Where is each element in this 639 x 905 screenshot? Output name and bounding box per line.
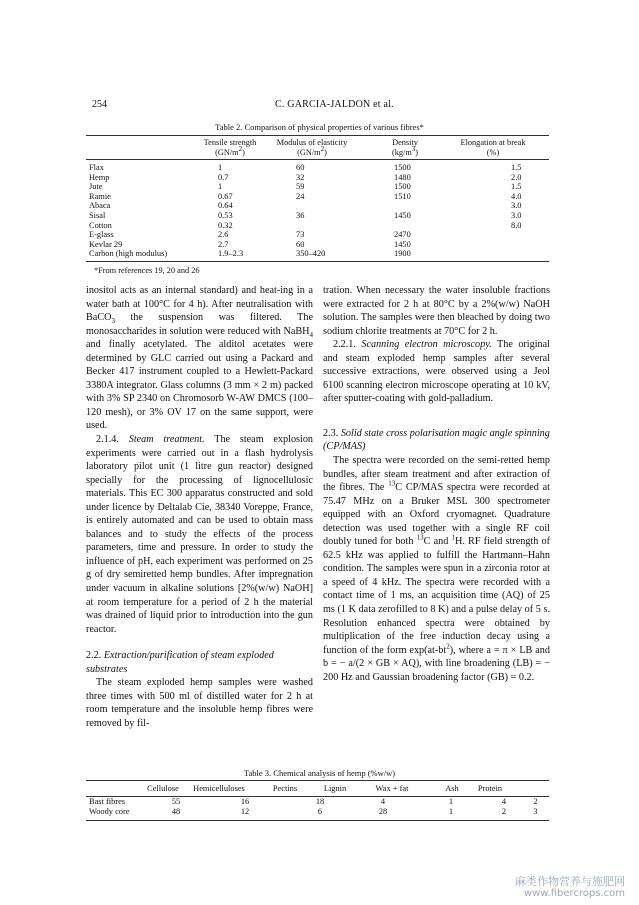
table3-cell: 3 <box>533 806 538 816</box>
table2-caption: Table 2. Comparison of physical properties of various fibres* <box>215 122 424 132</box>
table3-cell: 28 <box>378 806 388 816</box>
section-2-2-1-text: The original and steam exploded hemp samples after several successive extractions, were observed using a Jeol 6100 scanning electron microscope operating at 10 kV, after sputter-coating with gold-palladium. <box>323 339 551 405</box>
table2-cell: 1500 <box>394 163 411 172</box>
table2-cell: 2470 <box>394 230 411 240</box>
table3-cell: 6 <box>317 806 323 816</box>
table2-cell: 24 <box>296 191 305 201</box>
table2-row <box>86 211 549 221</box>
table2 <box>86 163 549 259</box>
section-2-2-1-title: Scanning electron microscopy. <box>361 339 492 351</box>
section-2-3-heading <box>323 427 550 454</box>
section-2-2-title: Extraction/purification of steam exploded substrates <box>86 650 274 675</box>
table2-row-label: Ramie <box>89 191 111 201</box>
table3-header-cell: Protein <box>477 784 503 793</box>
table3-header-cell: Lignin <box>323 784 347 793</box>
table2-cell: 3.0 <box>511 210 522 220</box>
table2-cell: 1.5 <box>511 182 522 192</box>
table2-cell: 36 <box>296 210 305 220</box>
table2-cell: 1 <box>218 163 223 172</box>
table2-cell: 60 <box>296 239 305 249</box>
table3-row <box>86 797 549 807</box>
table3-header-cell: Hemicelluloses <box>193 784 245 793</box>
table2-row-label: E-glass <box>89 230 114 240</box>
table2-row-label: Carbon (high modulus) <box>89 249 168 259</box>
table2-cell: 1450 <box>394 239 411 249</box>
section-2-2-heading <box>86 649 313 676</box>
table3-cell: 55 <box>171 797 181 806</box>
table2-row-label: Flax <box>89 163 104 172</box>
table3-cell: 12 <box>240 806 250 816</box>
table3-header-cell: Wax + fat <box>375 784 409 793</box>
table2-row-label: Sisal <box>89 210 106 220</box>
table2-row <box>86 249 549 259</box>
table2-header-rule <box>86 159 549 160</box>
section-2-2-text: The steam exploded hemp samples were washed three times with 500 ml of distilled water for 2 h at room temperature and the insoluble hemp fibres were removed by fil- <box>86 677 313 729</box>
section-2-1-4-title: Steam treatment. <box>128 434 205 446</box>
table2-cell: 2.7 <box>218 239 229 249</box>
table2-cell: 8.0 <box>511 220 522 230</box>
table2-row <box>86 173 549 183</box>
table3-cell: 18 <box>315 797 325 806</box>
left-paragraph-1: inositol acts as an internal standard) and heat-ing in a water bath at 100°C for 4 h). After neutralisation with BaCO$_3$ the suspension was filtered. The monosaccharides in solution were reduced with NaBH$_4$ and finally acetylated. The alditol acetates were determined by GLC carried out using a Packard and Becker 417 instrument coupled to a Hewlett-Packard 3380A integrator. Glass columns (3 mm × 2 m) packed with 3% SP 2340 on Chromosorb W-AW DMCS (100–120 mesh), or 3% OV 17 on the same support, were used. <box>86 285 313 432</box>
table2-cell: 1450 <box>394 210 411 220</box>
table2-cell: 1900 <box>394 249 411 259</box>
table2-cell: 350–420 <box>296 249 326 259</box>
table2-cell: 2.6 <box>218 230 229 240</box>
table2-header-density: Density $(kg/m^3)$ <box>391 138 419 157</box>
table2-row-label: Hemp <box>89 172 110 182</box>
table2-cell: 59 <box>296 182 305 192</box>
section-2-1-4 <box>86 433 313 636</box>
table2-row <box>86 163 549 173</box>
running-title: C. GARCIA-JALDON et al. <box>275 99 394 110</box>
table2-cell: 73 <box>296 230 305 240</box>
table2-row <box>86 240 549 250</box>
page-number: 254 <box>92 99 107 110</box>
table2-cell <box>454 249 549 259</box>
table3-header-cell: Ash <box>445 784 459 793</box>
table2-cell <box>270 201 366 211</box>
table2-cell <box>366 221 454 231</box>
table2-cell <box>454 230 549 240</box>
table3-row <box>86 807 549 817</box>
section-2-3-number: 2.3. <box>323 427 339 439</box>
section-2-1-4-text: The steam explosion experiments were carried out in a flash hydrolysis laboratory pilot unit (1 litre gun reactor) designed specially for the processing of lignocellulosic materials. This EC 300 apparatus constructed and sold under licence by Deltalab Cie, 38340 Voreppe, France, is entirely automated and can be used to obtain mass balances and to study the effects of the process parameters, time and pressure. In order to study the influence of pH, each experiment was performed on 25 g of dry semiretted hemp bundles. After impregnation under vacuum in alkaline solutions [2%(w/w) NaOH] at room temperature for a period of 2 h the material was drained of liquid prior to introduction into the gun reactor. <box>86 434 314 635</box>
table3-top-rule <box>86 780 549 781</box>
table2-cell <box>366 201 454 211</box>
table3-bottom-rule <box>86 820 549 821</box>
table2-footnote: *From references 19, 20 and 26 <box>94 266 200 275</box>
table2-bottom-rule <box>86 261 549 262</box>
table3-cell: 1 <box>448 797 454 806</box>
watermark-line-2: www.fibercrops.com <box>523 888 625 899</box>
table2-row-label: Cotton <box>89 220 112 230</box>
table3-cell: 2 <box>501 806 507 816</box>
right-paragraph-1: tration. When necessary the water insoluble fractions were extracted for 2 h at 80°C by a 2%(w/w) NaOH solution. The samples were then bleached by doing two sodium chlorite treatments at 70°C for 2 h. <box>323 285 550 337</box>
table2-row <box>86 201 549 211</box>
table2-cell: 32 <box>296 172 305 182</box>
table2-row <box>86 230 549 240</box>
section-2-3-title: Solid state cross polarisation magic angle spinning (CP/MAS) <box>323 427 550 453</box>
table2-top-rule <box>86 135 549 136</box>
table3-header-cell: Cellulose <box>147 784 179 793</box>
table2-row <box>86 221 549 231</box>
table2-header-elongation: Elongation at break (%) <box>460 138 526 157</box>
table2-cell <box>270 221 366 231</box>
section-2-2-number: 2.2. <box>86 650 102 662</box>
table2-cell: 4.0 <box>511 191 522 201</box>
table3-cell: 4 <box>380 797 386 806</box>
table2-cell: 1510 <box>394 191 411 201</box>
table3-cell: 1 <box>448 806 454 816</box>
table2-cell: 1.5 <box>511 163 522 172</box>
table2-cell: 2.0 <box>511 172 522 182</box>
right-column <box>323 284 550 684</box>
table2-row-label: Jute <box>89 182 103 192</box>
table2-row <box>86 192 549 202</box>
table3-caption: Table 3. Chemical analysis of hemp (%w/w) <box>243 768 396 778</box>
table2-cell: 0.7 <box>218 172 229 182</box>
section-2-3-text: The spectra were recorded on the semi-retted hemp bundles, after steam treatment and after extraction of the fibres. The $^{13}$C CP/MAS spectra were recorded at 75.47 MHz on a Bruker MSL 300 spectrometer equipped with an Oxford cryomagnet. Quadrature detection was used together with a single RF coil doubly tuned for both $^{13}$C and $^1$H. RF field strength of 62.5 kHz was applied to fulfill the Hartmann–Hahn condition. The samples were spun in a zirconia rotor at a speed of 4 kHz. The spectra were recorded with a contact time of 1 ms, an acquisition time (AQ) of 25 ms (1 K data zerofilled to 8 K) and a pulse delay of 5 s. Resolution enhanced spectra were obtained by multiplication of the free induction decay using a function of the form $\exp(at-bt^2)$, where a = π × LB and b = − a/(2 × GB × AQ), with line broadening (LB) = − 200 Hz and Gaussian broadening factor (GB) = 0.2. <box>323 455 550 683</box>
table3-cell: 4 <box>501 797 507 806</box>
table2-cell: 3.0 <box>511 201 522 211</box>
table2-header-modulus: Modulus of elasticity $(GN/m^2)$ <box>276 138 348 157</box>
table2-cell: 1.9–2.3 <box>218 249 244 259</box>
table3-cell: 2 <box>533 797 538 806</box>
table2-cell: 0.53 <box>218 210 233 220</box>
table3-cell: 16 <box>240 797 250 806</box>
section-2-1-4-number: 2.1.4. <box>96 434 119 446</box>
table2-cell: 60 <box>296 163 305 172</box>
table2-cell <box>454 240 549 250</box>
table2-row-label: Abaca <box>89 201 111 211</box>
table2-header-tensile: Tensile strength $(GN/m^2)$ <box>203 138 257 157</box>
table3-row-label: Woody core <box>89 806 130 816</box>
section-2-2-1 <box>323 338 550 406</box>
table2-cell: 0.64 <box>218 201 233 211</box>
watermark-line-1: 麻类作物营养与施肥网 <box>515 875 625 888</box>
table3 <box>86 797 549 816</box>
table2-cell: 1500 <box>394 182 411 192</box>
table2-cell: 0.32 <box>218 220 233 230</box>
table2-row <box>86 182 549 192</box>
table2-cell: 1 <box>218 182 223 192</box>
table2-cell: 0.67 <box>218 191 233 201</box>
table2-row-label: Kevlar 29 <box>89 239 123 249</box>
table3-header-cell: Pectins <box>272 784 298 793</box>
table2-cell: 1480 <box>394 172 411 182</box>
section-2-2-1-number: 2.2.1. <box>333 339 356 351</box>
table3-cell: 48 <box>171 806 181 816</box>
table3-row-label: Bast fibres <box>89 797 126 806</box>
left-column <box>86 284 313 731</box>
